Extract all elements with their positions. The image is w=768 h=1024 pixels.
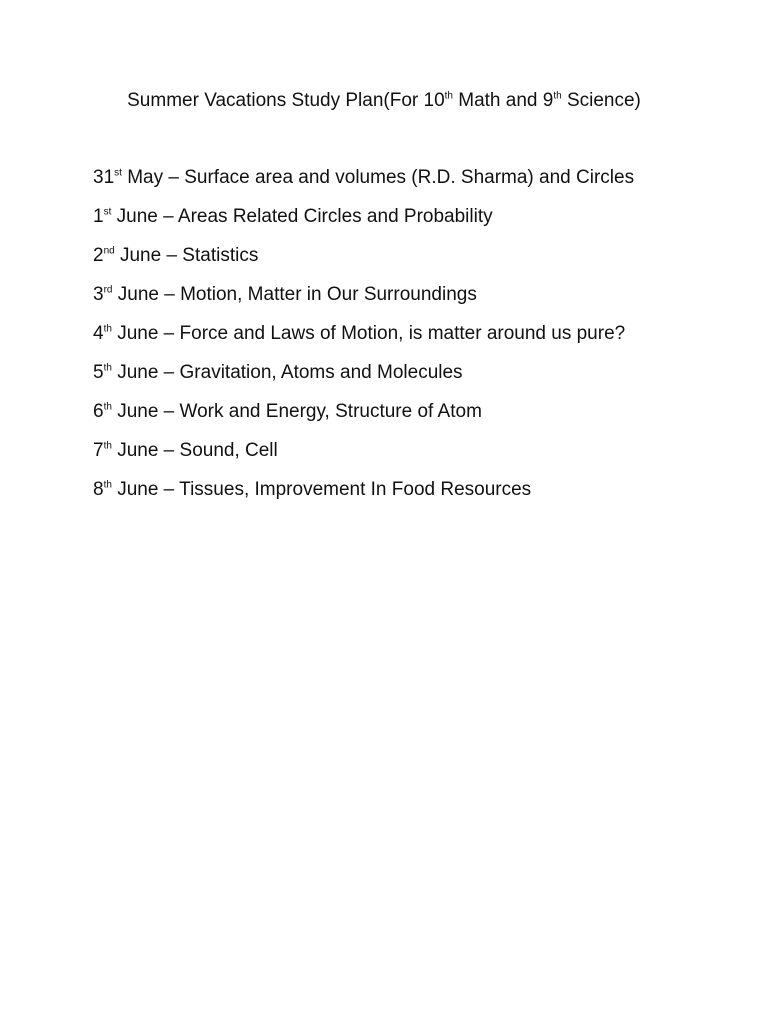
- title-superscript-1: th: [444, 90, 453, 102]
- plan-entry-2-june: [93, 242, 674, 270]
- title-text-start: Summer Vacations Study Plan(For 10: [127, 90, 445, 111]
- entry-text: June – Statistics: [114, 245, 259, 266]
- entry-day: 2: [93, 245, 104, 266]
- plan-entry-5-june: [93, 359, 674, 387]
- entry-day-suffix: rd: [103, 284, 113, 296]
- entry-day-suffix: nd: [103, 245, 115, 257]
- entry-text: June – Motion, Matter in Our Surroundings: [112, 284, 477, 305]
- entry-day: 8: [93, 479, 104, 500]
- plan-entry-7-june: [93, 437, 674, 465]
- entry-day-suffix: th: [103, 479, 112, 491]
- title-text-end: Science): [561, 90, 641, 111]
- entry-day-suffix: th: [103, 401, 112, 413]
- plan-entry-8-june: [93, 476, 674, 504]
- plan-entry-1-june: [93, 203, 674, 231]
- entry-day-suffix: th: [103, 362, 112, 374]
- study-plan-list: [93, 164, 674, 504]
- entry-day: 3: [93, 284, 104, 305]
- entry-day-suffix: th: [103, 440, 112, 452]
- entry-day-suffix: st: [103, 206, 112, 218]
- title-text-middle: Math and 9: [452, 90, 554, 111]
- entry-text: June – Areas Related Circles and Probability: [111, 206, 493, 227]
- plan-entry-3-june: [93, 281, 674, 309]
- entry-day: 7: [93, 440, 104, 461]
- entry-day: 1: [93, 206, 104, 227]
- entry-day-suffix: th: [103, 323, 112, 335]
- entry-day: 31: [93, 167, 115, 188]
- entry-day-suffix: st: [114, 167, 122, 179]
- entry-text: June – Gravitation, Atoms and Molecules: [111, 362, 463, 383]
- title-superscript-2: th: [553, 90, 562, 102]
- entry-day: 5: [93, 362, 104, 383]
- entry-text: June – Force and Laws of Motion, is matter around us pure?: [111, 323, 626, 344]
- entry-day: 4: [93, 323, 104, 344]
- page-title: [0, 88, 768, 114]
- entry-text: June – Work and Energy, Structure of Atom: [111, 401, 482, 422]
- plan-entry-4-june: [93, 320, 674, 348]
- plan-entry-6-june: [93, 398, 674, 426]
- entry-text: June – Tissues, Improvement In Food Resources: [111, 479, 532, 500]
- entry-text: May – Surface area and volumes (R.D. Sharma) and Circles: [121, 167, 635, 188]
- plan-entry-31-may: [93, 164, 674, 192]
- entry-day: 6: [93, 401, 104, 422]
- entry-text: June – Sound, Cell: [111, 440, 278, 461]
